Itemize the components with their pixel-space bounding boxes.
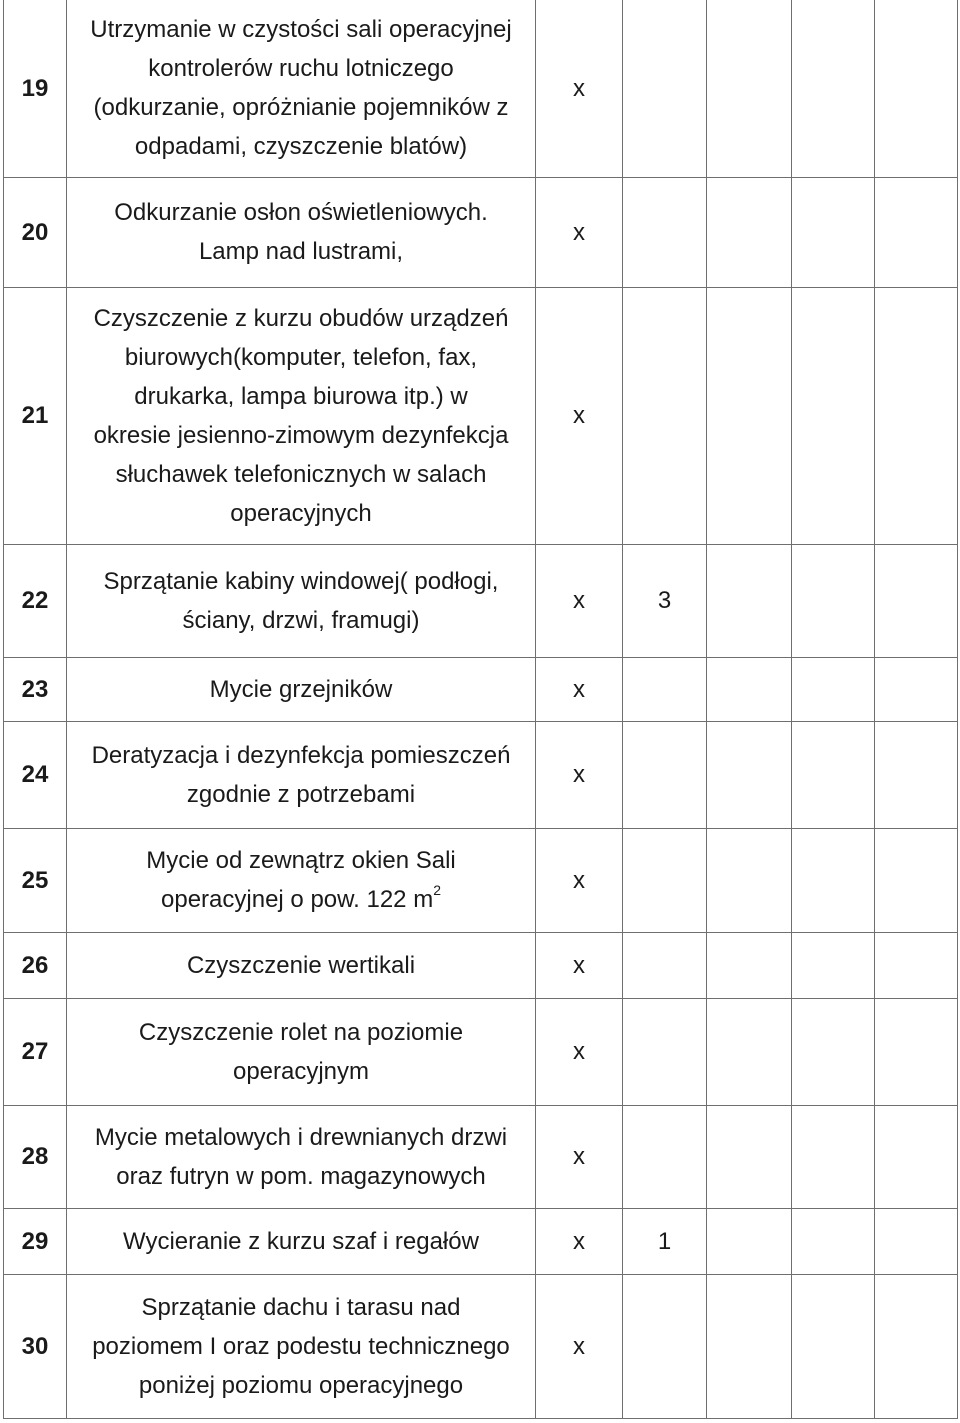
table-row (4, 657, 958, 721)
task-line: Czyszczenie wertikali (186, 951, 416, 979)
empty-cell (875, 1105, 958, 1208)
empty-cell (792, 177, 875, 287)
empty-cell (792, 828, 875, 932)
empty-cell (707, 1274, 792, 1418)
row-number: 23 (4, 657, 67, 721)
frequency-mark: x (536, 544, 623, 657)
task-line: Wycieranie z kurzu szaf i regałów (123, 1227, 479, 1255)
empty-cell (792, 657, 875, 721)
empty-cell (792, 1208, 875, 1274)
empty-cell (792, 544, 875, 657)
task-description (67, 828, 536, 932)
empty-cell (875, 1274, 958, 1418)
empty-cell (792, 0, 875, 177)
empty-cell (707, 0, 792, 177)
quantity-cell (623, 932, 707, 998)
frequency-mark: x (536, 1105, 623, 1208)
task-line: biurowych(komputer, telefon, fax, (124, 343, 478, 371)
quantity-cell (623, 287, 707, 544)
frequency-mark: x (536, 1274, 623, 1418)
task-line: Czyszczenie rolet na poziomie (138, 1018, 464, 1046)
frequency-mark: x (536, 932, 623, 998)
frequency-mark: x (536, 828, 623, 932)
empty-cell (875, 998, 958, 1105)
task-line (67, 880, 535, 919)
task-description (67, 1105, 536, 1208)
empty-cell (875, 0, 958, 177)
task-description (67, 1208, 536, 1274)
frequency-mark: x (536, 287, 623, 544)
quantity-cell (623, 721, 707, 828)
frequency-mark: x (536, 657, 623, 721)
empty-cell (792, 721, 875, 828)
quantity-cell (623, 0, 707, 177)
task-line: drukarka, lampa biurowa itp.) w (134, 382, 468, 410)
frequency-mark: x (536, 177, 623, 287)
task-line: Utrzymanie w czystości sali operacyjnej (90, 16, 512, 44)
empty-cell (875, 177, 958, 287)
empty-cell (792, 1105, 875, 1208)
empty-cell (792, 287, 875, 544)
quantity-cell (623, 828, 707, 932)
table-row (4, 0, 958, 177)
table-row (4, 828, 958, 932)
quantity-cell: 1 (623, 1208, 707, 1274)
task-line-text: operacyjnej o pow. 122 m (161, 886, 434, 913)
task-line: kontrolerów ruchu lotniczego (148, 55, 454, 83)
table-row (4, 177, 958, 287)
empty-cell (707, 1208, 792, 1274)
empty-cell (875, 932, 958, 998)
row-number: 29 (4, 1208, 67, 1274)
empty-cell (707, 1105, 792, 1208)
task-line: odpadami, czyszczenie blatów) (134, 133, 468, 161)
task-description (67, 177, 536, 287)
task-line: Mycie metalowych i drewnianych drzwi (94, 1123, 508, 1151)
frequency-mark: x (536, 0, 623, 177)
task-line: zgodnie z potrzebami (186, 780, 416, 808)
task-line: Mycie od zewnątrz okien Sali (146, 847, 456, 874)
table-row (4, 544, 958, 657)
frequency-mark: x (536, 998, 623, 1105)
task-line: ściany, drzwi, framugi) (182, 606, 420, 634)
task-description (67, 0, 536, 177)
row-number: 24 (4, 721, 67, 828)
task-description (67, 998, 536, 1105)
table-body (4, 0, 958, 1418)
task-description (67, 544, 536, 657)
task-description (67, 1274, 536, 1418)
task-line: operacyjnym (232, 1057, 370, 1085)
row-number: 28 (4, 1105, 67, 1208)
empty-cell (707, 828, 792, 932)
row-number: 19 (4, 0, 67, 177)
empty-cell (875, 828, 958, 932)
table-row (4, 1274, 958, 1418)
table-row (4, 721, 958, 828)
task-line: poziomem I oraz podestu technicznego (92, 1332, 510, 1360)
table-row (4, 998, 958, 1105)
frequency-mark: x (536, 1208, 623, 1274)
empty-cell (707, 544, 792, 657)
table-row (4, 932, 958, 998)
row-number: 30 (4, 1274, 67, 1418)
quantity-cell (623, 177, 707, 287)
task-line: poniżej poziomu operacyjnego (138, 1371, 464, 1399)
quantity-cell (623, 1274, 707, 1418)
table-row (4, 1105, 958, 1208)
task-line: oraz futryn w pom. magazynowych (116, 1162, 486, 1190)
services-table (3, 0, 958, 1419)
row-number: 20 (4, 177, 67, 287)
row-number: 26 (4, 932, 67, 998)
task-line: okresie jesienno-zimowym dezynfekcja (93, 421, 509, 449)
quantity-cell (623, 998, 707, 1105)
empty-cell (707, 177, 792, 287)
frequency-mark: x (536, 721, 623, 828)
quantity-cell (623, 657, 707, 721)
superscript-exponent: 2 (433, 882, 441, 898)
task-line: Sprzątanie dachu i tarasu nad (141, 1293, 461, 1321)
task-line: Odkurzanie osłon oświetleniowych. (114, 199, 488, 226)
table-row (4, 287, 958, 544)
empty-cell (707, 287, 792, 544)
quantity-cell (623, 1105, 707, 1208)
task-line: (odkurzanie, opróżnianie pojemników z (93, 94, 509, 122)
task-line: Deratyzacja i dezynfekcja pomieszczeń (91, 741, 511, 769)
empty-cell (707, 721, 792, 828)
task-description (67, 657, 536, 721)
row-number: 25 (4, 828, 67, 932)
empty-cell (792, 1274, 875, 1418)
empty-cell (875, 287, 958, 544)
empty-cell (875, 721, 958, 828)
task-line: Mycie grzejników (209, 675, 393, 703)
empty-cell (875, 1208, 958, 1274)
task-line: słuchawek telefonicznych w salach (115, 460, 487, 488)
empty-cell (792, 932, 875, 998)
task-line: Lamp nad lustrami, (198, 238, 404, 265)
empty-cell (792, 998, 875, 1105)
empty-cell (707, 998, 792, 1105)
task-line: Sprzątanie kabiny windowej( podłogi, (103, 567, 499, 595)
task-line: operacyjnych (230, 499, 372, 527)
task-description (67, 932, 536, 998)
row-number: 27 (4, 998, 67, 1105)
row-number: 22 (4, 544, 67, 657)
task-line: Czyszczenie z kurzu obudów urządzeń (93, 304, 509, 332)
empty-cell (875, 544, 958, 657)
empty-cell (875, 657, 958, 721)
table-row (4, 1208, 958, 1274)
row-number: 21 (4, 287, 67, 544)
task-description (67, 721, 536, 828)
empty-cell (707, 932, 792, 998)
empty-cell (707, 657, 792, 721)
task-description (67, 287, 536, 544)
quantity-cell: 3 (623, 544, 707, 657)
